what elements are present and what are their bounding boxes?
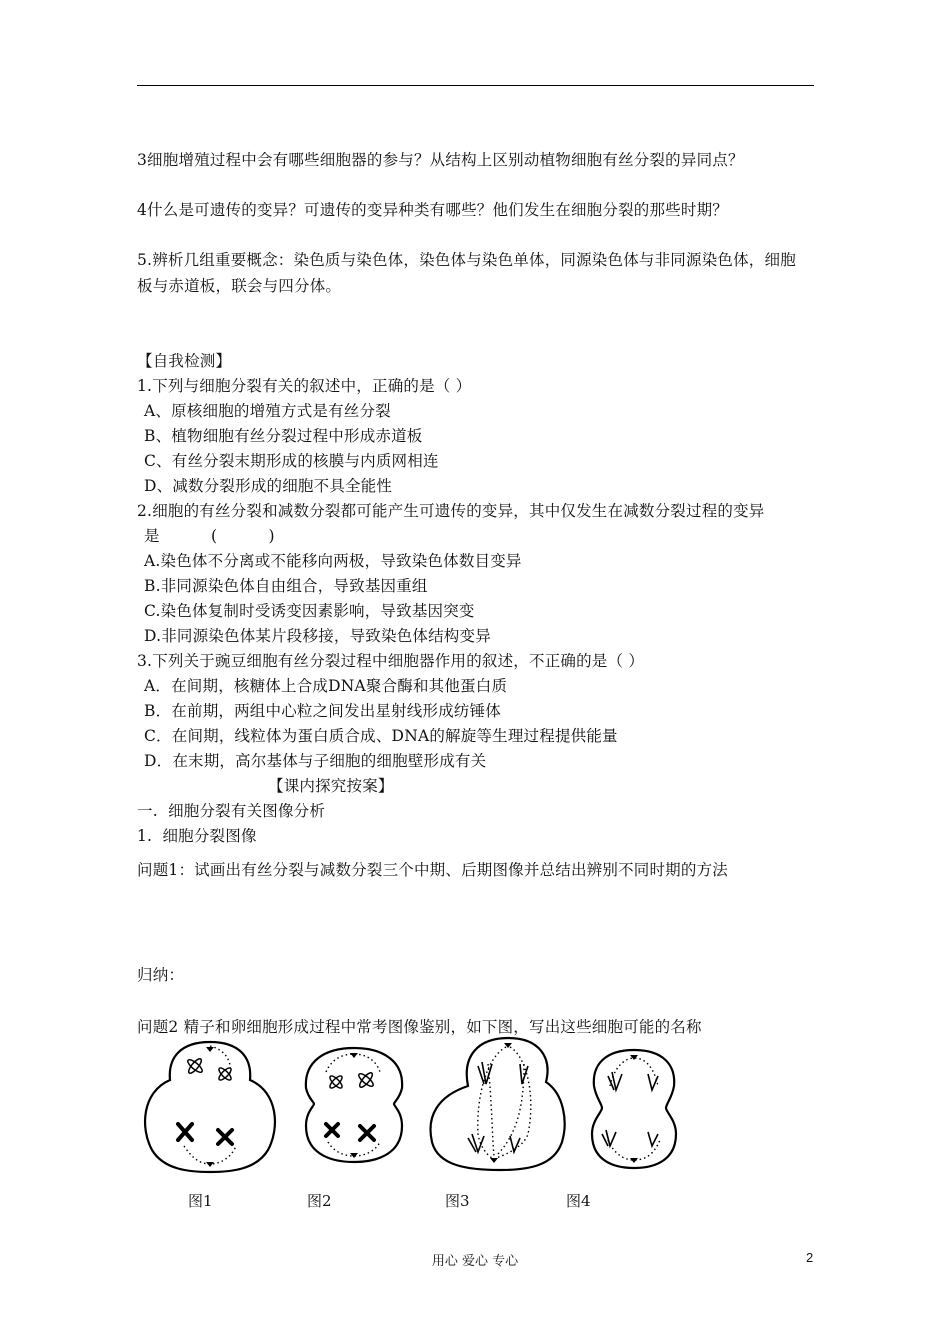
problem-1: 问题1：试画出有丝分裂与减数分裂三个中期、后期图像并总结出辨别不同时期的方法: [137, 861, 728, 879]
mcq-2-stem-cont: 是 ( ): [144, 527, 275, 545]
mcq-3-option-c: C．在间期，线粒体为蛋白质合成、DNA的解旋等生理过程提供能量: [144, 727, 618, 745]
mcq-2-option-d: D.非同源染色体某片段移接，导致染色体结构变异: [144, 627, 491, 645]
question-3: 3细胞增殖过程中会有哪些细胞器的参与？从结构上区别动植物细胞有丝分裂的异同点？: [137, 151, 744, 169]
footer-text: 用心 爱心 专心: [431, 1254, 519, 1269]
mcq-2-option-a: A.染色体不分离或不能移向两极，导致染色体数目变异: [144, 552, 522, 570]
summary-label: 归纳：: [137, 966, 185, 984]
mcq-2-stem: 2.细胞的有丝分裂和减数分裂都可能产生可遗传的变异，其中仅发生在减数分裂过程的变异: [137, 502, 765, 520]
mcq-3-option-a: A．在间期，核糖体上合成DNA聚合酶和其他蛋白质: [144, 677, 508, 695]
question-5-line2: 板与赤道板，联会与四分体。: [137, 277, 342, 295]
header-rule: [137, 85, 814, 86]
figure-1-cell-diagram: [140, 1036, 280, 1176]
figure-3-caption: 图3: [445, 1192, 470, 1210]
inquiry-heading: 【课内探究按案】: [268, 777, 394, 795]
mcq-3-stem: 3.下列关于豌豆细胞有丝分裂过程中细胞器作用的叙述，不正确的是（ ）: [137, 652, 645, 670]
problem-2: 问题2 精子和卵细胞形成过程中常考图像鉴别，如下图，写出这些细胞可能的名称: [137, 1018, 702, 1036]
figure-1-caption: 图1: [188, 1192, 213, 1210]
figure-4-caption: 图4: [566, 1192, 591, 1210]
mcq-2-option-c: C.染色体复制时受诱变因素影响，导致基因突变: [144, 602, 475, 620]
question-4: 4什么是可遗传的变异？可遗传的变异种类有哪些？他们发生在细胞分裂的那些时期？: [137, 201, 728, 219]
mcq-1-option-c: C、有丝分裂末期形成的核膜与内质网相连: [144, 452, 439, 470]
subsection-title: 1. 细胞分裂图像: [137, 827, 257, 845]
mcq-2-option-b: B.非同源染色体自由组合，导致基因重组: [144, 577, 428, 595]
mcq-1-option-d: D、减数分裂形成的细胞不具全能性: [144, 477, 393, 495]
figure-2-caption: 图2: [307, 1192, 332, 1210]
mcq-1-stem: 1.下列与细胞分裂有关的叙述中，正确的是（ ）: [137, 377, 472, 395]
mcq-3-option-b: B．在前期，两组中心粒之间发出星射线形成纺锤体: [144, 702, 501, 720]
figure-3-cell-diagram: [428, 1034, 568, 1174]
figure-4-cell-diagram: [586, 1046, 682, 1172]
question-5-line1: 5.辨析几组重要概念：染色质与染色体，染色体与染色单体，同源染色体与非同源染色体，细胞: [137, 251, 796, 269]
mcq-1-option-b: B、植物细胞有丝分裂过程中形成赤道板: [144, 427, 423, 445]
figure-2-cell-diagram: [298, 1044, 410, 1166]
section-title: 一. 细胞分裂有关图像分析: [137, 802, 326, 820]
self-test-heading: 【自我检测】: [137, 352, 232, 370]
mcq-3-option-d: D．在末期，高尔基体与子细胞的细胞壁形成有关: [144, 752, 487, 770]
page-number: 2: [806, 1250, 814, 1265]
mcq-1-option-a: A、原核细胞的增殖方式是有丝分裂: [144, 402, 391, 420]
